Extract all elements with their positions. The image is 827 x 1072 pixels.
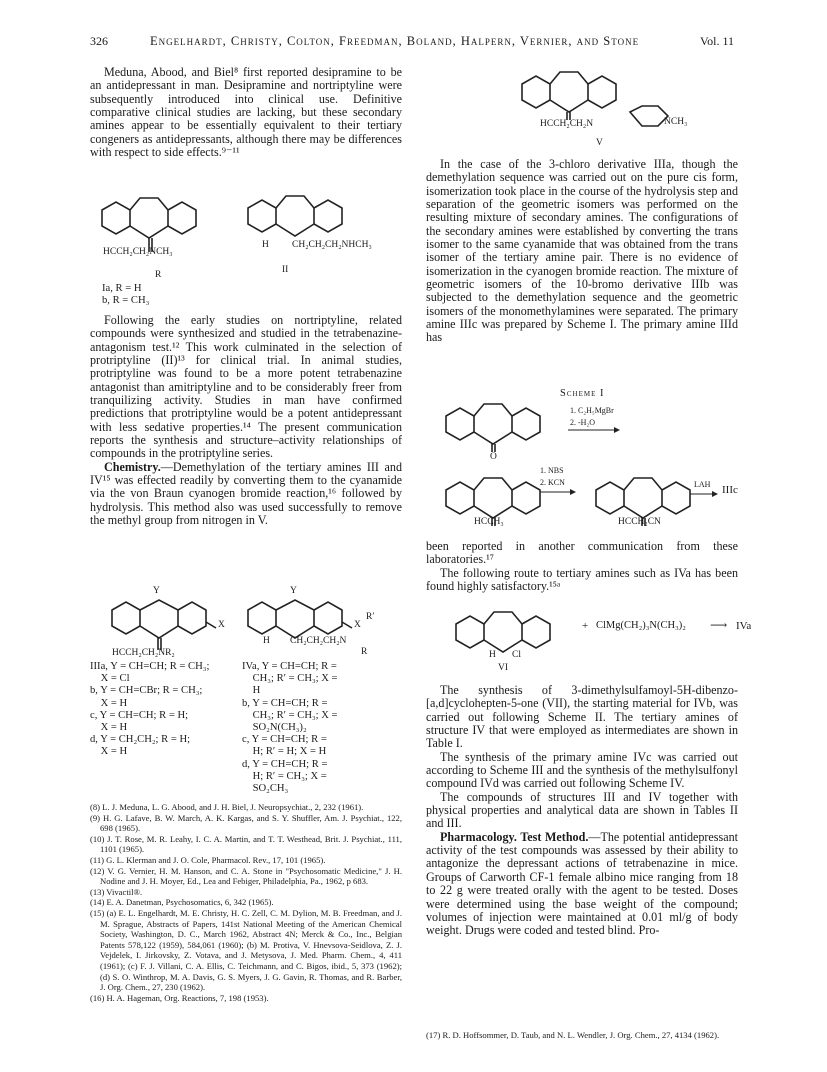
footnote: (13) Vivactil®. — [90, 886, 143, 897]
structure-I-caption: Ia, R = H b, R = CH₃ — [102, 283, 150, 307]
footnote: (15) (a) E. L. Engelhardt, M. E. Christy, H. C. Zell, C. M. Dylion, M. B. Freedman, and J. M. Sprague, Abstracts of Papers, 141st National Meeting of the American Chemical Society, Washington, D. C., March 1962, Abstract 4N; Merck & Co., Inc., Belgian Patents 578,122 (1959), 584,061 (1960); (b) M. Protiva, V. Hnevsova-Seidlova, Z. J. Vejdelek, I. Jirkovsky, Z. Votava, and J. Metysova, J. Med. Pharm. Chem., 4, 411 (1961); (c) F. J. Villani, C. A. Ellis, C. Teichmann, and C. Bigos, ibid., 5, 373 (1962); (d) S. O. Winthrop, M. A. Davis, G. S. Myers, J. G. Gavin, R. Thomas, and R. Barber, J. Org. Chem., 27, 230 (1962). — [90, 907, 402, 993]
structure-IV-caption: IVa, Y = CH=CH; R = CH₃; R′ = CH₃; X = H b, Y = CH=CH; R = CH₃; R′ = CH₃; X = SO₂N(CH₃)₂ c, Y = CH=CH; R = H; R′ = H; X = H d, Y = CH=CH; R = H; R′ = CH₃; X = SO₂CH₃ — [242, 661, 338, 795]
structure-IV-h: H — [263, 636, 270, 646]
scheme-int2-label: HCCH₂CN — [618, 517, 661, 527]
chemistry-heading: Chemistry. — [104, 459, 161, 474]
structure-IV-rprime: R′ — [366, 612, 375, 622]
scheme-step1a: 1. C₂H₅MgBr — [570, 406, 614, 415]
structure-II-h: H — [262, 240, 269, 250]
scheme-step2a: 1. NBS — [540, 466, 564, 475]
page-number: 326 — [90, 34, 108, 48]
footnote: (11) G. L. Klerman and J. O. Cole, Pharmacol. Rev., 17, 101 (1965). — [90, 854, 326, 865]
right-column-body — [426, 684, 738, 938]
structure-IV-sidechain: CH₂CH₂CH₂N — [290, 636, 347, 646]
structure-IV-r: R — [361, 647, 368, 657]
paragraph: Following the early studies on nortriptyline, related compounds were synthesized and studied in the tetrabenazine-antagonism test.¹² This work culminated in the selection of protriptyline (II)¹³ for clinical trial. In animal studies, protriptyline was found to be a more potent tetrabenazine antagonist than amitriptyline and to be considerably freer from tranquilizing activity. Studies in man have confirmed predictions that protriptyline would be a potent antidepressant with less sedative properties.¹⁴ The present communication reports the synthesis and structure–activity relationships of compounds in the protriptyline series. — [90, 313, 402, 461]
structure-VI-h: H — [489, 650, 496, 660]
scheme-int1-label: HCCH₃ — [474, 517, 504, 527]
footnote: (8) L. J. Meduna, L. G. Abood, and J. H. Biel, J. Neuropsychiat., 2, 232 (1961). — [90, 802, 364, 812]
scheme-ketone-o: O — [490, 452, 497, 462]
right-column-mid — [426, 540, 738, 593]
structure-VI-cl: Cl — [512, 650, 521, 660]
scheme-lah: LAH — [694, 480, 711, 489]
paragraph: Meduna, Abood, and Biel⁸ first reported desipramine to be an antidepressant in man. Desipramine and nortriptyline were subsequently introduced into clinical use. Definitive comparative clinical studies are lacking, but these secondary amines appear to be essentially equivalent to their tertiary congeners as antidepressants, although there may be differences with respect to side effects.⁹⁻¹¹ — [90, 65, 402, 160]
structure-V-label: V — [596, 138, 603, 148]
structure-III — [102, 592, 232, 654]
paragraph: been reported in another communication from these laboratories.¹⁷ — [426, 539, 738, 567]
structure-IV-x: X — [354, 620, 361, 630]
structure-IV-y: Y — [290, 586, 297, 596]
structure-III-sidechain: HCCH₂CH₂NR₂ — [112, 648, 175, 658]
paragraph: —The potential antidepressant activity of the test compounds was assessed by their ability to antagonize the depressant actions of tetrabenazine in mice. Groups of Carworth CF-1 female albino mice ranging from 18 to 22 g were treated orally with the agent to be tested. Doses were determined using the base weight of the compound; volumes of injection were maintained at 0.01 ml/g of body weight. Drugs were coded and tested blind. Pro- — [426, 829, 738, 938]
scheme-arrow-2 — [540, 488, 576, 496]
paragraph: The synthesis of 3-dimethylsulfamoyl-5H-dibenzo-[a,d]cyclohepten-5-one (VII), the starting material for IVb, was carried out following Scheme II. The tertiary amines of structure IV that were employed as intermediates are shown in Table I. — [426, 683, 738, 751]
structure-I-r: R — [155, 270, 162, 280]
footnotes-left — [90, 802, 402, 1003]
scheme-I-title: Scheme I — [560, 388, 605, 399]
structure-III-y: Y — [153, 586, 160, 596]
structure-VI-label: VI — [498, 663, 509, 673]
paragraph: The compounds of structures III and IV together with physical properties and analytical data are shown in Tables II and III. — [426, 789, 738, 831]
reaction-plus: + — [582, 620, 589, 632]
scheme-I-ketone — [436, 398, 566, 462]
footnote: (16) H. A. Hageman, Org. Reactions, 7, 198 (1953). — [90, 992, 269, 1003]
paragraph: The following route to tertiary amines such as IVa has been found highly satisfactory.¹⁵ᵃ — [426, 565, 738, 594]
header-authors: Engelhardt, Christy, Colton, Freedman, Boland, Halpern, Vernier, and Stone — [150, 34, 640, 48]
reaction-product: IVa — [736, 620, 752, 632]
running-header — [0, 34, 827, 54]
scheme-arrow-3 — [690, 490, 718, 498]
scheme-arrow-1 — [568, 426, 620, 434]
scheme-product: IIIc — [722, 484, 738, 496]
reaction-reagent: ClMg(CH₂)₃N(CH₃)₂ — [596, 620, 686, 631]
footnotes-right — [426, 1030, 738, 1041]
reaction-arrow: ⟶ — [710, 618, 728, 632]
footnote: (9) H. G. Lafave, B. W. March, A. K. Kargas, and S. Y. Shuffler, Am. J. Psychiat., 122, 698 (1965). — [90, 812, 402, 834]
pharmacology-heading: Pharmacology. Test Method. — [440, 829, 589, 844]
header-volume: Vol. 11 — [700, 34, 735, 48]
footnote: (17) R. D. Hoffsommer, D. Taub, and N. L. Wendler, J. Org. Chem., 27, 4134 (1962). — [426, 1030, 720, 1040]
structure-VI — [446, 606, 576, 654]
structure-V — [512, 66, 712, 146]
paragraph: —Demethylation of the tertiary amines III and IV¹⁵ was effected readily by converting them to the cyanamide via the von Braun cyanogen bromide reaction,¹⁶ followed by hydrolysis. This method also was used successfully to remove the methyl group from nitrogen in V. — [90, 459, 402, 528]
structure-V-nch3: NCH₃ — [664, 117, 688, 127]
structure-V-sidechain: HCCH₂CH₂N — [540, 119, 594, 129]
right-column-top — [426, 158, 738, 345]
left-column-intro — [90, 66, 402, 159]
left-column-body — [90, 314, 402, 528]
scheme-step2b: 2. KCN — [540, 478, 565, 487]
paragraph: In the case of the 3-chloro derivative IIIa, though the demethylation sequence was carried out on the pure cis form, isomerization took place in the course of the hydrolysis step and separation of the geometric isomers was performed on the resulting mixture of secondary amines. The configurations of the secondary amines were established by converting the trans isomer to the same cyanamide that was obtained from the trans isomer of the tertiary amine pair. There is no evidence of isomerization in the cyanogen bromide reaction. The mixture of geometric isomers of the 10-bromo derivative IIIb was subjected to the demethylation sequence and the geometric isomers of the monomethylamines were separated. The primary amine IIIc was prepared by Scheme I. The primary amine IIId has — [426, 157, 738, 345]
structure-II-label: II — [282, 265, 289, 275]
scheme-step1b: 2. -H₂O — [570, 418, 596, 427]
structure-I-sidechain: HCCH₂CH₂NCH₃ — [103, 247, 173, 257]
footnote: (12) V. G. Vernier, H. M. Hanson, and C. A. Stone in "Psychosomatic Medicine," J. H. Nodine and J. H. Moyer, Ed., Lea and Febiger, Philadelphia, Pa., 1962, p 683. — [90, 865, 402, 887]
footnote: (10) J. T. Rose, M. R. Leahy, I. C. A. Martin, and T. T. Westhead, Brit. J. Psychiat., 111, 1101 (1965). — [90, 833, 402, 855]
footnote: (14) E. A. Danetman, Psychosomatics, 6, 342 (1965). — [90, 897, 274, 908]
structure-III-x: X — [218, 620, 225, 630]
structure-II-sidechain: CH₂CH₂CH₂NHCH₃ — [292, 240, 372, 250]
structure-III-caption: IIIa, Y = CH=CH; R = CH₃; X = Cl b, Y = CH=CBr; R = CH₃; X = H c, Y = CH=CH; R = H; X = H d, Y = CH₂CH₂; R = H; X = H — [90, 661, 210, 758]
paragraph: The synthesis of the primary amine IVc was carried out according to Scheme III and the synthesis of the methylsulfonyl compound IVd was carried out following Scheme IV. — [426, 749, 738, 791]
